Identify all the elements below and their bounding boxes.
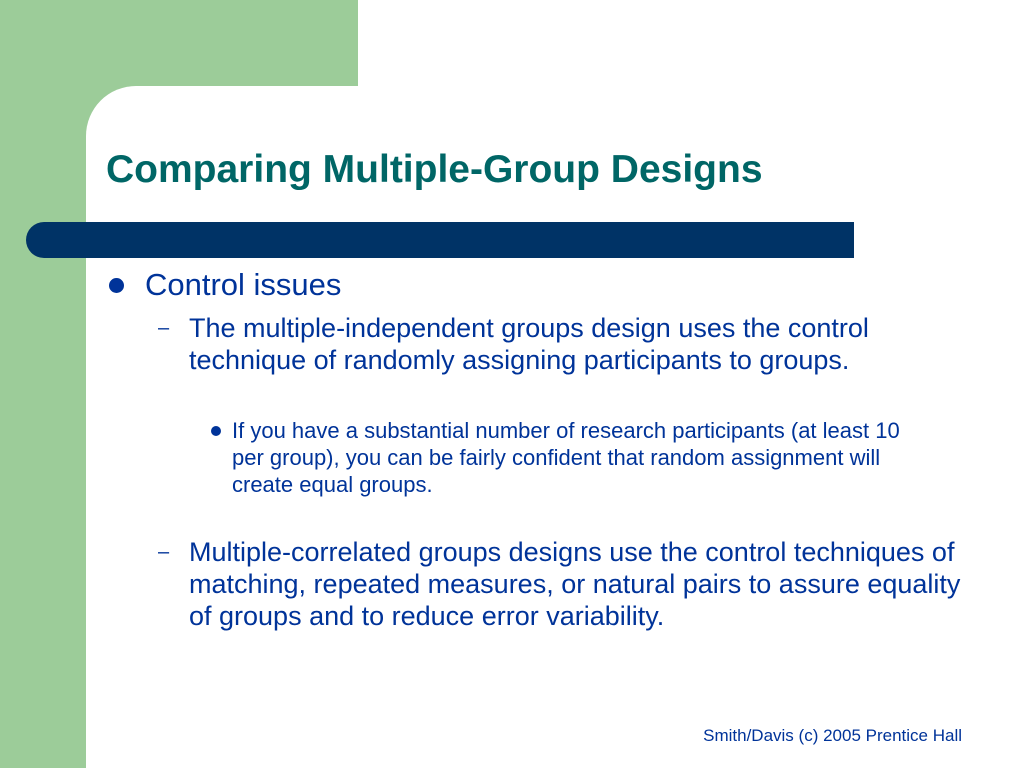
dash-icon: – [158,317,170,339]
bullet-dot-icon [109,278,124,293]
sub-bullet-correlated-groups: Multiple-correlated groups designs use the control techniques of matching, repeated measures, or natural pairs to assure equality of groups and to reduce error variability. [189,537,961,631]
small-bullet-dot-icon [211,426,221,436]
slide-footer: Smith/Davis (c) 2005 Prentice Hall [703,726,962,745]
dash-icon: – [158,541,170,563]
sub-bullet-independent-groups: The multiple-independent groups design uses the control technique of randomly assigning participants to groups. [189,313,869,375]
bullet-control-issues: Control issues [145,267,342,302]
title-divider-bar [26,222,854,258]
sub-sub-bullet-random-assignment: If you have a substantial number of research participants (at least 10 per group), you can be fairly confident that random assignment will create equal groups. [232,418,900,497]
slide-title: Comparing Multiple-Group Designs [106,148,763,191]
